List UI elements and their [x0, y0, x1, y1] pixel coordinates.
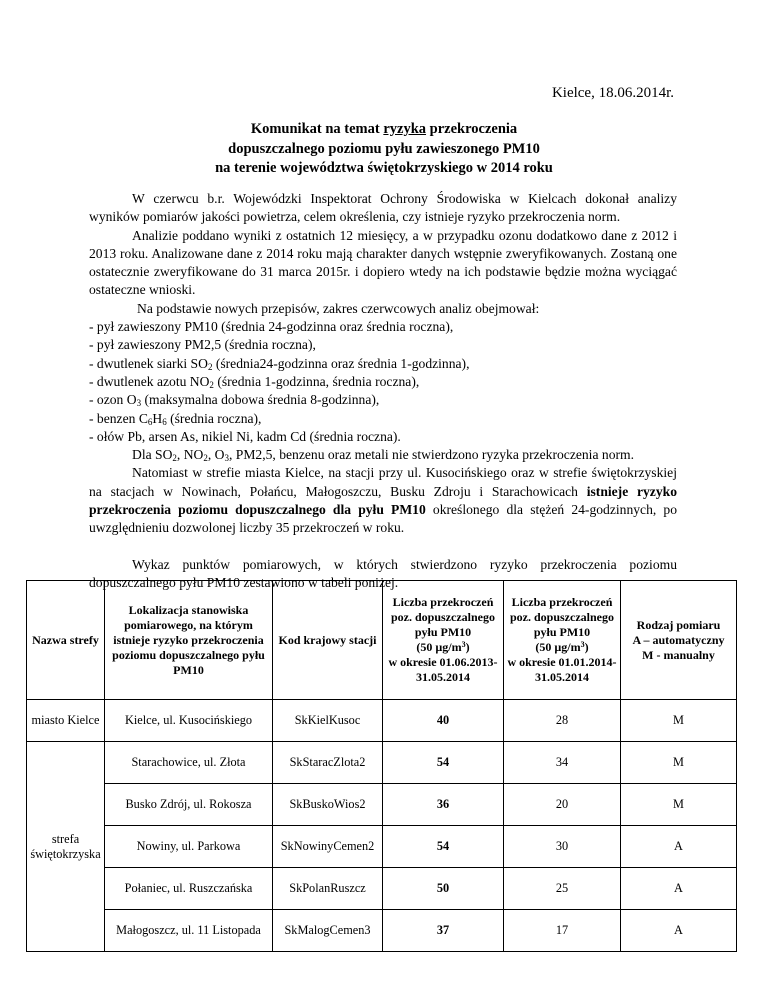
paragraph-6: Wykaz punktów pomiarowych, w których stwierdzono ryzyko przekroczenia poziomu dopuszczalnego pyłu PM10 zestawiono w tabeli poniżej.	[89, 556, 677, 590]
list-item: - pył zawieszony PM10 (średnia 24-godzinna oraz średnia roczna),	[89, 319, 454, 335]
table-row	[27, 784, 737, 826]
header-code: Kod krajowy stacji	[273, 581, 383, 700]
paragraph-5: Natomiast w strefie miasta Kielce, na stacji przy ul. Kusocińskiego oraz w strefie świętokrzyskiej na stacjach w Nowinach, Połańcu, Małogoszczu, Busku Zdroju i Starachowicach istnieje ryzyko przekroczenia poziomu dopuszczalnego dla pyłu PM10 określonego dla stężeń 24-godzinnych, po uwzględnieniu dozwolonej liczby 35 przekroczeń w roku.	[89, 465, 677, 536]
table-row	[27, 910, 737, 952]
exceedances-2014-cell: 30	[504, 826, 621, 868]
document-date: Kielce, 18.06.2014r.	[551, 85, 674, 101]
location-cell: Starachowice, ul. Złota	[105, 742, 273, 784]
location-cell: Małogoszcz, ul. 11 Listopada	[105, 910, 273, 952]
code-cell: SkStaracZlota2	[273, 742, 383, 784]
location-cell: Busko Zdrój, ul. Rokosza	[105, 784, 273, 826]
code-cell: SkKielKusoc	[273, 700, 383, 742]
code-cell: SkNowinyCemen2	[273, 826, 383, 868]
type-cell: M	[621, 742, 737, 784]
exceedances-12m-cell: 36	[383, 784, 504, 826]
exceedances-12m-cell: 54	[383, 742, 504, 784]
table-row	[27, 868, 737, 910]
risk-statement: istnieje ryzyko przekroczenia poziomu dopuszczalnego dla pyłu PM10	[89, 483, 677, 518]
zone-cell: strefa świętokrzyska	[27, 742, 105, 952]
header-measurement-type: Rodzaj pomiaru A – automatyczny M - manualny	[621, 581, 737, 700]
list-item: - dwutlenek siarki $SO_2$ (średnia24-godzinna oraz średnia 1-godzinna),	[89, 355, 470, 372]
title-line-3: na terenie województwa świętokrzyskiego w 2014 roku	[215, 160, 553, 176]
location-cell: Połaniec, ul. Ruszczańska	[105, 868, 273, 910]
list-item: - dwutlenek azotu $NO_2$ (średnia 1-godzinna, średnia roczna),	[89, 373, 420, 390]
location-cell: Nowiny, ul. Parkowa	[105, 826, 273, 868]
location-cell: Kielce, ul. Kusocińskiego	[105, 700, 273, 742]
exceedances-12m-cell: 40	[383, 700, 504, 742]
paragraph-4: Dla $SO_2$, $NO_2$, $O_3$, PM2,5, benzenu oraz metali nie stwierdzono ryzyka przekroczenia norm.	[132, 447, 634, 464]
header-exceedances-2014: Liczba przekroczeń poz. dopuszczalnego pyłu PM10 (50 $\mu g/m^3$) w okresie 01.01.2014-31.05.2014	[504, 581, 621, 700]
title-underlined-word: ryzyka	[383, 121, 427, 137]
paragraph-2: Analizie poddano wyniki z ostatnich 12 miesięcy, a w przypadku ozonu dodatkowo dane z 2012 i 2013 roku. Analizowane dane z 2014 roku mają charakter danych wstępnie zweryfikowanych. Zostaną one ostatecznie zweryfikowane do 31 marca 2015r. i dopiero wtedy na ich podstawie będzie można wyciągać ostateczne wnioski.	[89, 227, 677, 298]
header-zone: Nazwa strefy	[27, 581, 105, 700]
title-line-2: dopuszczalnego poziomu pyłu zawieszonego PM10	[228, 140, 540, 157]
exceedances-12m-cell: 37	[383, 910, 504, 952]
table-row	[27, 742, 737, 784]
exceedances-12m-cell: 54	[383, 826, 504, 868]
type-cell: M	[621, 700, 737, 742]
type-cell: M	[621, 784, 737, 826]
document-title	[90, 120, 678, 179]
list-item: - pył zawieszony PM2,5 (średnia roczna),	[89, 337, 316, 353]
code-cell: SkBuskoWios2	[273, 784, 383, 826]
header-location: Lokalizacja stanowiska pomiarowego, na którym istnieje ryzyko przekroczenia poziomu dopuszczalnego pyłu PM10	[105, 581, 273, 700]
exceedances-2014-cell: 25	[504, 868, 621, 910]
type-cell: A	[621, 826, 737, 868]
paragraph-1: W czerwcu b.r. Wojewódzki Inspektorat Ochrony Środowiska w Kielcach dokonał analizy wyników pomiarów jakości powietrza, celem określenia, czy istnieje ryzyko przekroczenia norm.	[89, 191, 677, 225]
paragraph-3: Na podstawie nowych przepisów, zakres czerwcowych analiz obejmował:	[137, 300, 540, 316]
title-line-1: Komunikat na temat ryzyka przekroczenia	[250, 121, 518, 137]
exceedances-2014-cell: 34	[504, 742, 621, 784]
stations-table	[26, 580, 737, 952]
exceedances-12m-cell: 50	[383, 868, 504, 910]
list-item: - ozon $O_3$ (maksymalna dobowa średnia 8-godzinna),	[89, 392, 380, 409]
table-row	[27, 826, 737, 868]
document-body	[89, 190, 677, 592]
exceedances-2014-cell: 20	[504, 784, 621, 826]
type-cell: A	[621, 868, 737, 910]
code-cell: SkMalogCemen3	[273, 910, 383, 952]
table-header-row	[27, 581, 737, 700]
type-cell: A	[621, 910, 737, 952]
exceedances-2014-cell: 28	[504, 700, 621, 742]
list-item: - benzen $C_6H_6$ (średnia roczna),	[89, 410, 262, 427]
list-item: - ołów Pb, arsen As, nikiel Ni, kadm Cd (średnia roczna).	[89, 428, 401, 444]
code-cell: SkPolanRuszcz	[273, 868, 383, 910]
header-exceedances-12m: Liczba przekroczeń poz. dopuszczalnego pyłu PM10 (50 $\mu g/m^3$) w okresie 01.06.2013-31.05.2014	[383, 581, 504, 700]
table-row	[27, 700, 737, 742]
zone-cell: miasto Kielce	[27, 700, 105, 742]
exceedances-2014-cell: 17	[504, 910, 621, 952]
